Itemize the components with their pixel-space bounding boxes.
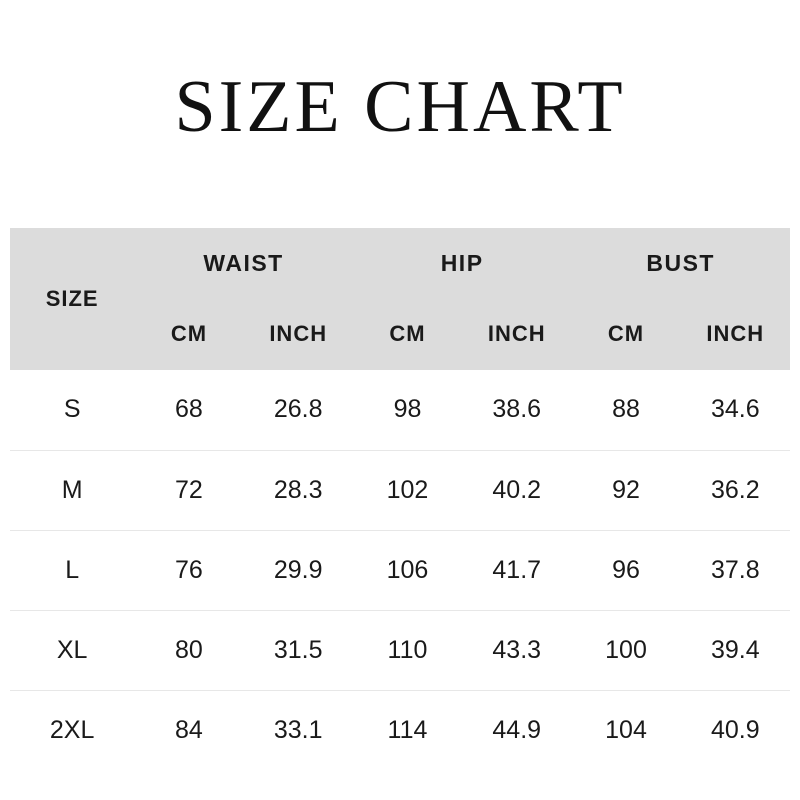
cell-hip-cm: 110 xyxy=(353,610,462,690)
cell-hip-cm: 98 xyxy=(353,370,462,450)
table-header xyxy=(10,228,790,370)
table-row xyxy=(10,370,790,450)
cell-hip-cm: 114 xyxy=(353,690,462,770)
header-hip: HIP xyxy=(353,228,572,298)
cell-waist-inch: 33.1 xyxy=(244,690,353,770)
cell-bust-cm: 88 xyxy=(571,370,680,450)
cell-bust-inch: 39.4 xyxy=(681,610,790,690)
header-bust: BUST xyxy=(571,228,790,298)
cell-hip-inch: 44.9 xyxy=(462,690,571,770)
header-waist-inch: INCH xyxy=(244,298,353,370)
cell-waist-cm: 68 xyxy=(134,370,243,450)
cell-bust-inch: 36.2 xyxy=(681,450,790,530)
table-row xyxy=(10,690,790,770)
cell-bust-cm: 104 xyxy=(571,690,680,770)
cell-waist-cm: 72 xyxy=(134,450,243,530)
header-group-row xyxy=(10,228,790,298)
cell-bust-inch: 37.8 xyxy=(681,530,790,610)
header-waist: WAIST xyxy=(134,228,353,298)
table-body xyxy=(10,370,790,770)
cell-size: S xyxy=(10,370,134,450)
cell-hip-inch: 38.6 xyxy=(462,370,571,450)
header-size: SIZE xyxy=(10,228,134,370)
size-chart-table xyxy=(10,228,790,770)
cell-waist-inch: 26.8 xyxy=(244,370,353,450)
cell-waist-inch: 29.9 xyxy=(244,530,353,610)
cell-hip-cm: 102 xyxy=(353,450,462,530)
cell-waist-inch: 28.3 xyxy=(244,450,353,530)
cell-waist-cm: 84 xyxy=(134,690,243,770)
size-chart-table-wrapper xyxy=(10,228,790,770)
cell-bust-inch: 40.9 xyxy=(681,690,790,770)
header-waist-cm: CM xyxy=(134,298,243,370)
cell-bust-cm: 96 xyxy=(571,530,680,610)
cell-hip-cm: 106 xyxy=(353,530,462,610)
cell-bust-cm: 100 xyxy=(571,610,680,690)
cell-size: 2XL xyxy=(10,690,134,770)
table-row xyxy=(10,530,790,610)
cell-waist-inch: 31.5 xyxy=(244,610,353,690)
cell-size: L xyxy=(10,530,134,610)
cell-waist-cm: 76 xyxy=(134,530,243,610)
header-bust-inch: INCH xyxy=(681,298,790,370)
cell-hip-inch: 41.7 xyxy=(462,530,571,610)
header-hip-cm: CM xyxy=(353,298,462,370)
cell-size: XL xyxy=(10,610,134,690)
cell-hip-inch: 40.2 xyxy=(462,450,571,530)
cell-size: M xyxy=(10,450,134,530)
cell-hip-inch: 43.3 xyxy=(462,610,571,690)
header-hip-inch: INCH xyxy=(462,298,571,370)
header-bust-cm: CM xyxy=(571,298,680,370)
table-row xyxy=(10,610,790,690)
page-title: SIZE CHART xyxy=(174,66,626,148)
cell-bust-cm: 92 xyxy=(571,450,680,530)
cell-bust-inch: 34.6 xyxy=(681,370,790,450)
cell-waist-cm: 80 xyxy=(134,610,243,690)
table-row xyxy=(10,450,790,530)
